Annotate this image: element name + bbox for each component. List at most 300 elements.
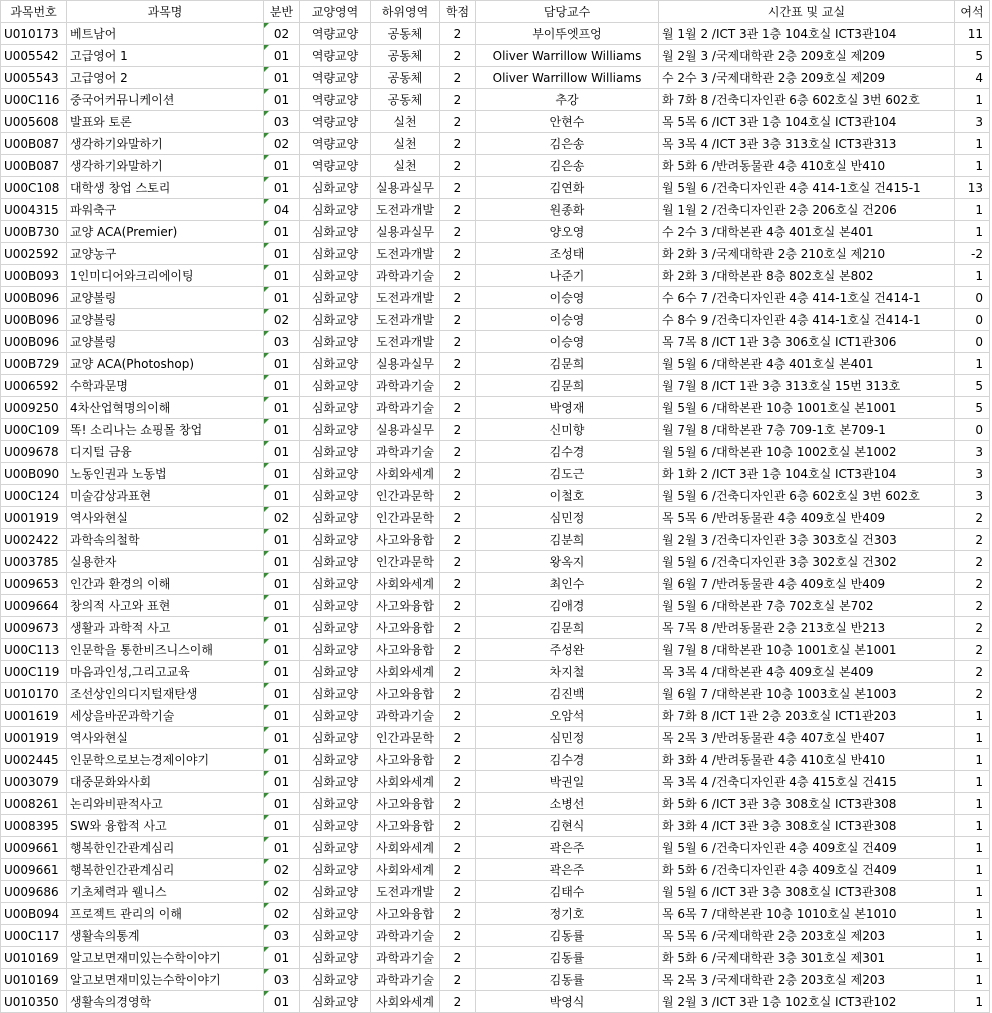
cell-section: 01 bbox=[264, 89, 300, 111]
header-subarea: 하위영역 bbox=[371, 1, 440, 23]
cell-schedule: 월 2월 3 /건축디자인관 3층 303호실 건303 bbox=[659, 529, 955, 551]
cell-section: 01 bbox=[264, 375, 300, 397]
table-row[interactable] bbox=[1, 265, 990, 287]
cell-credits: 2 bbox=[440, 67, 476, 89]
cell-course-code: U010170 bbox=[1, 683, 67, 705]
cell-area: 심화교양 bbox=[300, 309, 371, 331]
table-row[interactable] bbox=[1, 309, 990, 331]
cell-schedule: 월 5월 6 /대학본관 10층 1002호실 본1002 bbox=[659, 441, 955, 463]
cell-course-name: 고급영어 2 bbox=[67, 67, 264, 89]
cell-course-name: 수학과문명 bbox=[67, 375, 264, 397]
cell-course-code: U010173 bbox=[1, 23, 67, 45]
cell-course-code: U00C117 bbox=[1, 925, 67, 947]
cell-section: 01 bbox=[264, 683, 300, 705]
table-row[interactable] bbox=[1, 441, 990, 463]
cell-professor: 소병선 bbox=[476, 793, 659, 815]
table-row[interactable] bbox=[1, 287, 990, 309]
cell-section: 03 bbox=[264, 969, 300, 991]
cell-section: 01 bbox=[264, 947, 300, 969]
cell-credits: 2 bbox=[440, 155, 476, 177]
cell-seats: 0 bbox=[955, 331, 990, 353]
table-row[interactable] bbox=[1, 947, 990, 969]
cell-area: 역량교양 bbox=[300, 45, 371, 67]
table-row[interactable] bbox=[1, 991, 990, 1013]
cell-area: 심화교양 bbox=[300, 837, 371, 859]
cell-seats: 1 bbox=[955, 837, 990, 859]
table-row[interactable] bbox=[1, 639, 990, 661]
cell-course-name: 인문학을 통한비즈니스이해 bbox=[67, 639, 264, 661]
cell-schedule: 목 3목 4 /ICT 3관 3층 313호실 ICT3관313 bbox=[659, 133, 955, 155]
cell-seats: 1 bbox=[955, 221, 990, 243]
cell-area: 심화교양 bbox=[300, 683, 371, 705]
cell-course-name: 생각하기와말하기 bbox=[67, 155, 264, 177]
table-row[interactable] bbox=[1, 507, 990, 529]
cell-schedule: 목 3목 4 /대학본관 4층 409호실 본409 bbox=[659, 661, 955, 683]
cell-credits: 2 bbox=[440, 705, 476, 727]
cell-professor: 곽은주 bbox=[476, 859, 659, 881]
cell-schedule: 수 2수 3 /대학본관 4층 401호실 본401 bbox=[659, 221, 955, 243]
cell-schedule: 화 2화 3 /국제대학관 2층 210호실 제210 bbox=[659, 243, 955, 265]
cell-course-code: U00C108 bbox=[1, 177, 67, 199]
cell-professor: 김도근 bbox=[476, 463, 659, 485]
table-row[interactable] bbox=[1, 221, 990, 243]
table-row[interactable] bbox=[1, 485, 990, 507]
cell-course-code: U00B096 bbox=[1, 287, 67, 309]
header-course-name: 과목명 bbox=[67, 1, 264, 23]
cell-credits: 2 bbox=[440, 947, 476, 969]
cell-course-code: U004315 bbox=[1, 199, 67, 221]
table-row[interactable] bbox=[1, 177, 990, 199]
cell-credits: 2 bbox=[440, 441, 476, 463]
table-row[interactable] bbox=[1, 463, 990, 485]
cell-credits: 2 bbox=[440, 969, 476, 991]
table-row[interactable] bbox=[1, 595, 990, 617]
cell-area: 심화교양 bbox=[300, 551, 371, 573]
cell-course-name: 생활속의경영학 bbox=[67, 991, 264, 1013]
cell-course-code: U003785 bbox=[1, 551, 67, 573]
cell-area: 심화교양 bbox=[300, 881, 371, 903]
cell-professor: 김문희 bbox=[476, 375, 659, 397]
cell-subarea: 사고와융합 bbox=[371, 529, 440, 551]
cell-course-name: 발표와 토론 bbox=[67, 111, 264, 133]
cell-section: 01 bbox=[264, 221, 300, 243]
table-row[interactable] bbox=[1, 727, 990, 749]
cell-area: 심화교양 bbox=[300, 485, 371, 507]
cell-section: 03 bbox=[264, 331, 300, 353]
cell-professor: 오암석 bbox=[476, 705, 659, 727]
cell-schedule: 화 1화 2 /ICT 3관 1층 104호실 ICT3관104 bbox=[659, 463, 955, 485]
cell-area: 심화교양 bbox=[300, 331, 371, 353]
cell-credits: 2 bbox=[440, 111, 476, 133]
cell-course-name: 생활속의통계 bbox=[67, 925, 264, 947]
cell-course-name: 교양볼링 bbox=[67, 309, 264, 331]
cell-professor: 김은송 bbox=[476, 133, 659, 155]
cell-subarea: 사고와융합 bbox=[371, 793, 440, 815]
table-row[interactable] bbox=[1, 859, 990, 881]
cell-professor: 김애경 bbox=[476, 595, 659, 617]
cell-area: 역량교양 bbox=[300, 133, 371, 155]
table-body bbox=[1, 23, 990, 1013]
cell-seats: 1 bbox=[955, 991, 990, 1013]
cell-section: 01 bbox=[264, 529, 300, 551]
table-row[interactable] bbox=[1, 243, 990, 265]
cell-schedule: 월 5월 6 /건축디자인관 6층 602호실 3번 602호 bbox=[659, 485, 955, 507]
cell-seats: 1 bbox=[955, 133, 990, 155]
cell-schedule: 화 3화 4 /반려동물관 4층 410호실 반410 bbox=[659, 749, 955, 771]
cell-course-name: 중국어커뮤니케이션 bbox=[67, 89, 264, 111]
cell-schedule: 월 5월 6 /건축디자인관 3층 302호실 건302 bbox=[659, 551, 955, 573]
table-row[interactable] bbox=[1, 133, 990, 155]
cell-subarea: 사회와세계 bbox=[371, 771, 440, 793]
table-row[interactable] bbox=[1, 683, 990, 705]
cell-subarea: 도전과개발 bbox=[371, 243, 440, 265]
cell-schedule: 월 5월 6 /대학본관 4층 401호실 본401 bbox=[659, 353, 955, 375]
cell-area: 심화교양 bbox=[300, 639, 371, 661]
cell-credits: 2 bbox=[440, 265, 476, 287]
cell-subarea: 실용과실무 bbox=[371, 353, 440, 375]
cell-subarea: 도전과개발 bbox=[371, 331, 440, 353]
table-row[interactable] bbox=[1, 969, 990, 991]
cell-course-code: U003079 bbox=[1, 771, 67, 793]
cell-section: 01 bbox=[264, 705, 300, 727]
table-row[interactable] bbox=[1, 155, 990, 177]
cell-professor: 김은송 bbox=[476, 155, 659, 177]
cell-professor: 김동률 bbox=[476, 947, 659, 969]
table-row[interactable] bbox=[1, 705, 990, 727]
cell-credits: 2 bbox=[440, 45, 476, 67]
table-row[interactable] bbox=[1, 793, 990, 815]
table-row[interactable] bbox=[1, 771, 990, 793]
cell-course-name: 생각하기와말하기 bbox=[67, 133, 264, 155]
header-credits: 학점 bbox=[440, 1, 476, 23]
cell-section: 01 bbox=[264, 551, 300, 573]
cell-section: 01 bbox=[264, 265, 300, 287]
cell-section: 01 bbox=[264, 177, 300, 199]
cell-seats: 2 bbox=[955, 683, 990, 705]
cell-schedule: 월 5월 6 /대학본관 7층 702호실 본702 bbox=[659, 595, 955, 617]
cell-subarea: 도전과개발 bbox=[371, 881, 440, 903]
cell-schedule: 화 5화 6 /ICT 3관 3층 308호실 ICT3관308 bbox=[659, 793, 955, 815]
cell-professor: 심민정 bbox=[476, 727, 659, 749]
cell-area: 심화교양 bbox=[300, 529, 371, 551]
cell-section: 02 bbox=[264, 903, 300, 925]
cell-section: 02 bbox=[264, 133, 300, 155]
table-row[interactable] bbox=[1, 111, 990, 133]
cell-course-code: U00B087 bbox=[1, 155, 67, 177]
header-area: 교양영역 bbox=[300, 1, 371, 23]
cell-professor: 이철호 bbox=[476, 485, 659, 507]
cell-subarea: 도전과개발 bbox=[371, 287, 440, 309]
cell-section: 01 bbox=[264, 815, 300, 837]
cell-professor: 양오영 bbox=[476, 221, 659, 243]
table-row[interactable] bbox=[1, 375, 990, 397]
cell-professor: 김문희 bbox=[476, 353, 659, 375]
table-row[interactable] bbox=[1, 903, 990, 925]
cell-section: 01 bbox=[264, 837, 300, 859]
table-row[interactable] bbox=[1, 397, 990, 419]
cell-schedule: 월 5월 6 /ICT 3관 3층 308호실 ICT3관308 bbox=[659, 881, 955, 903]
table-row[interactable] bbox=[1, 529, 990, 551]
cell-seats: 1 bbox=[955, 815, 990, 837]
cell-course-name: 행복한인간관계심리 bbox=[67, 859, 264, 881]
cell-seats: 1 bbox=[955, 881, 990, 903]
table-row[interactable] bbox=[1, 419, 990, 441]
cell-course-code: U005543 bbox=[1, 67, 67, 89]
cell-section: 03 bbox=[264, 111, 300, 133]
cell-course-name: 교양농구 bbox=[67, 243, 264, 265]
cell-area: 역량교양 bbox=[300, 111, 371, 133]
cell-subarea: 실용과실무 bbox=[371, 221, 440, 243]
cell-schedule: 월 1월 2 /건축디자인관 2층 206호실 건206 bbox=[659, 199, 955, 221]
cell-schedule: 목 2목 3 /국제대학관 2층 203호실 제203 bbox=[659, 969, 955, 991]
cell-course-name: 기초체력과 웰니스 bbox=[67, 881, 264, 903]
cell-schedule: 목 5목 6 /반려동물관 4층 409호실 반409 bbox=[659, 507, 955, 529]
cell-section: 04 bbox=[264, 199, 300, 221]
cell-course-name: 프로젝트 관리의 이해 bbox=[67, 903, 264, 925]
cell-course-name: 과학속의철학 bbox=[67, 529, 264, 551]
cell-area: 심화교양 bbox=[300, 397, 371, 419]
table-row[interactable] bbox=[1, 331, 990, 353]
header-professor: 담당교수 bbox=[476, 1, 659, 23]
cell-seats: 1 bbox=[955, 969, 990, 991]
cell-schedule: 수 2수 3 /국제대학관 2층 209호실 제209 bbox=[659, 67, 955, 89]
cell-professor: 최인수 bbox=[476, 573, 659, 595]
cell-course-code: U005542 bbox=[1, 45, 67, 67]
cell-schedule: 월 2월 3 /ICT 3관 1층 102호실 ICT3관102 bbox=[659, 991, 955, 1013]
cell-professor: 주성완 bbox=[476, 639, 659, 661]
cell-course-code: U00B730 bbox=[1, 221, 67, 243]
cell-area: 역량교양 bbox=[300, 67, 371, 89]
cell-subarea: 인간과문학 bbox=[371, 507, 440, 529]
cell-area: 심화교양 bbox=[300, 661, 371, 683]
cell-course-code: U002592 bbox=[1, 243, 67, 265]
cell-course-name: 행복한인간관계심리 bbox=[67, 837, 264, 859]
cell-course-code: U00C119 bbox=[1, 661, 67, 683]
cell-section: 01 bbox=[264, 419, 300, 441]
cell-credits: 2 bbox=[440, 89, 476, 111]
cell-credits: 2 bbox=[440, 595, 476, 617]
cell-area: 심화교양 bbox=[300, 771, 371, 793]
cell-seats: 1 bbox=[955, 947, 990, 969]
table-row[interactable] bbox=[1, 89, 990, 111]
cell-area: 심화교양 bbox=[300, 727, 371, 749]
cell-section: 01 bbox=[264, 991, 300, 1013]
cell-credits: 2 bbox=[440, 529, 476, 551]
cell-seats: 1 bbox=[955, 859, 990, 881]
cell-professor: 나준기 bbox=[476, 265, 659, 287]
cell-professor: 김수경 bbox=[476, 441, 659, 463]
cell-area: 심화교양 bbox=[300, 947, 371, 969]
cell-section: 01 bbox=[264, 727, 300, 749]
cell-seats: 2 bbox=[955, 573, 990, 595]
cell-professor: 신미향 bbox=[476, 419, 659, 441]
cell-course-code: U010169 bbox=[1, 947, 67, 969]
cell-credits: 2 bbox=[440, 683, 476, 705]
cell-credits: 2 bbox=[440, 573, 476, 595]
table-row[interactable] bbox=[1, 199, 990, 221]
table-row[interactable] bbox=[1, 551, 990, 573]
cell-area: 심화교양 bbox=[300, 573, 371, 595]
cell-area: 심화교양 bbox=[300, 859, 371, 881]
cell-credits: 2 bbox=[440, 331, 476, 353]
cell-section: 02 bbox=[264, 507, 300, 529]
table-row[interactable] bbox=[1, 815, 990, 837]
cell-subarea: 과학과기술 bbox=[371, 375, 440, 397]
cell-professor: 원종화 bbox=[476, 199, 659, 221]
cell-seats: 3 bbox=[955, 111, 990, 133]
cell-course-code: U002445 bbox=[1, 749, 67, 771]
cell-seats: 1 bbox=[955, 771, 990, 793]
cell-section: 02 bbox=[264, 23, 300, 45]
cell-professor: 이승영 bbox=[476, 331, 659, 353]
table-row[interactable] bbox=[1, 749, 990, 771]
cell-professor: 왕옥지 bbox=[476, 551, 659, 573]
cell-schedule: 화 7화 8 /건축디자인관 6층 602호실 3번 602호 bbox=[659, 89, 955, 111]
cell-section: 01 bbox=[264, 595, 300, 617]
table-row[interactable] bbox=[1, 573, 990, 595]
cell-course-name: 역사와현실 bbox=[67, 507, 264, 529]
cell-subarea: 과학과기술 bbox=[371, 947, 440, 969]
cell-schedule: 목 3목 4 /건축디자인관 4층 415호실 건415 bbox=[659, 771, 955, 793]
cell-area: 심화교양 bbox=[300, 815, 371, 837]
cell-section: 01 bbox=[264, 243, 300, 265]
cell-section: 01 bbox=[264, 155, 300, 177]
cell-course-name: 파워축구 bbox=[67, 199, 264, 221]
table-row[interactable] bbox=[1, 45, 990, 67]
cell-seats: 0 bbox=[955, 287, 990, 309]
cell-subarea: 사고와융합 bbox=[371, 903, 440, 925]
header-seats: 여석 bbox=[955, 1, 990, 23]
cell-schedule: 목 5목 6 /국제대학관 2층 203호실 제203 bbox=[659, 925, 955, 947]
cell-professor: 추강 bbox=[476, 89, 659, 111]
cell-course-code: U010169 bbox=[1, 969, 67, 991]
cell-professor: 박권일 bbox=[476, 771, 659, 793]
cell-section: 01 bbox=[264, 67, 300, 89]
cell-seats: 1 bbox=[955, 705, 990, 727]
cell-credits: 2 bbox=[440, 859, 476, 881]
cell-section: 01 bbox=[264, 287, 300, 309]
cell-schedule: 화 3화 4 /ICT 3관 3층 308호실 ICT3관308 bbox=[659, 815, 955, 837]
cell-course-code: U001919 bbox=[1, 727, 67, 749]
cell-course-name: 알고보면재미있는수학이야기 bbox=[67, 947, 264, 969]
cell-credits: 2 bbox=[440, 793, 476, 815]
table-row[interactable] bbox=[1, 661, 990, 683]
cell-professor: 김분희 bbox=[476, 529, 659, 551]
cell-schedule: 목 2목 3 /반려동물관 4층 407호실 반407 bbox=[659, 727, 955, 749]
table-row[interactable] bbox=[1, 837, 990, 859]
cell-professor: Oliver Warrillow Williams bbox=[476, 67, 659, 89]
cell-subarea: 사고와융합 bbox=[371, 683, 440, 705]
cell-schedule: 월 7월 8 /대학본관 10층 1001호실 본1001 bbox=[659, 639, 955, 661]
cell-area: 역량교양 bbox=[300, 89, 371, 111]
cell-professor: Oliver Warrillow Williams bbox=[476, 45, 659, 67]
cell-course-code: U00C116 bbox=[1, 89, 67, 111]
cell-section: 01 bbox=[264, 771, 300, 793]
cell-section: 01 bbox=[264, 463, 300, 485]
cell-course-code: U009661 bbox=[1, 859, 67, 881]
cell-course-code: U001919 bbox=[1, 507, 67, 529]
cell-credits: 2 bbox=[440, 837, 476, 859]
cell-course-name: 논리와비판적사고 bbox=[67, 793, 264, 815]
cell-seats: 5 bbox=[955, 375, 990, 397]
cell-credits: 2 bbox=[440, 639, 476, 661]
cell-seats: 2 bbox=[955, 661, 990, 683]
cell-professor: 안현수 bbox=[476, 111, 659, 133]
cell-credits: 2 bbox=[440, 199, 476, 221]
cell-course-code: U009250 bbox=[1, 397, 67, 419]
cell-area: 심화교양 bbox=[300, 441, 371, 463]
cell-course-name: 디지털 금융 bbox=[67, 441, 264, 463]
cell-course-name: 조선상인의디지털재탄생 bbox=[67, 683, 264, 705]
cell-schedule: 월 6월 7 /대학본관 10층 1003호실 본1003 bbox=[659, 683, 955, 705]
cell-subarea: 사고와융합 bbox=[371, 617, 440, 639]
cell-credits: 2 bbox=[440, 221, 476, 243]
cell-seats: 1 bbox=[955, 89, 990, 111]
cell-course-name: 교양볼링 bbox=[67, 331, 264, 353]
cell-subarea: 사고와융합 bbox=[371, 639, 440, 661]
cell-course-name: 고급영어 1 bbox=[67, 45, 264, 67]
cell-section: 01 bbox=[264, 485, 300, 507]
cell-course-name: 마음과인성,그리고교육 bbox=[67, 661, 264, 683]
cell-area: 심화교양 bbox=[300, 287, 371, 309]
cell-area: 심화교양 bbox=[300, 177, 371, 199]
cell-seats: 13 bbox=[955, 177, 990, 199]
cell-course-code: U008261 bbox=[1, 793, 67, 815]
table-row[interactable] bbox=[1, 617, 990, 639]
cell-professor: 조성태 bbox=[476, 243, 659, 265]
cell-credits: 2 bbox=[440, 133, 476, 155]
cell-seats: 0 bbox=[955, 419, 990, 441]
cell-credits: 2 bbox=[440, 397, 476, 419]
cell-credits: 2 bbox=[440, 419, 476, 441]
cell-seats: 11 bbox=[955, 23, 990, 45]
table-row[interactable] bbox=[1, 925, 990, 947]
cell-course-code: U00B090 bbox=[1, 463, 67, 485]
cell-schedule: 수 8수 9 /건축디자인관 4층 414-1호실 건414-1 bbox=[659, 309, 955, 331]
cell-subarea: 공동체 bbox=[371, 67, 440, 89]
cell-professor: 김태수 bbox=[476, 881, 659, 903]
cell-subarea: 과학과기술 bbox=[371, 969, 440, 991]
cell-area: 심화교양 bbox=[300, 793, 371, 815]
cell-course-code: U009661 bbox=[1, 837, 67, 859]
cell-course-name: 교양 ACA(Premier) bbox=[67, 221, 264, 243]
cell-credits: 2 bbox=[440, 507, 476, 529]
cell-schedule: 월 6월 7 /반려동물관 4층 409호실 반409 bbox=[659, 573, 955, 595]
cell-subarea: 인간과문학 bbox=[371, 485, 440, 507]
table-row[interactable] bbox=[1, 23, 990, 45]
cell-subarea: 과학과기술 bbox=[371, 925, 440, 947]
cell-credits: 2 bbox=[440, 661, 476, 683]
cell-area: 심화교양 bbox=[300, 463, 371, 485]
cell-subarea: 실천 bbox=[371, 111, 440, 133]
cell-course-code: U009653 bbox=[1, 573, 67, 595]
cell-course-code: U009664 bbox=[1, 595, 67, 617]
cell-subarea: 사고와융합 bbox=[371, 815, 440, 837]
cell-course-name: 대중문화와사회 bbox=[67, 771, 264, 793]
cell-area: 심화교양 bbox=[300, 265, 371, 287]
cell-seats: 1 bbox=[955, 155, 990, 177]
table-row[interactable] bbox=[1, 67, 990, 89]
cell-section: 01 bbox=[264, 397, 300, 419]
table-row[interactable] bbox=[1, 353, 990, 375]
cell-professor: 이승영 bbox=[476, 309, 659, 331]
cell-section: 01 bbox=[264, 661, 300, 683]
cell-schedule: 월 7월 8 /ICT 1관 3층 313호실 15번 313호 bbox=[659, 375, 955, 397]
table-row[interactable] bbox=[1, 881, 990, 903]
cell-schedule: 월 7월 8 /대학본관 7층 709-1호 본709-1 bbox=[659, 419, 955, 441]
cell-schedule: 월 5월 6 /대학본관 10층 1001호실 본1001 bbox=[659, 397, 955, 419]
cell-area: 심화교양 bbox=[300, 507, 371, 529]
